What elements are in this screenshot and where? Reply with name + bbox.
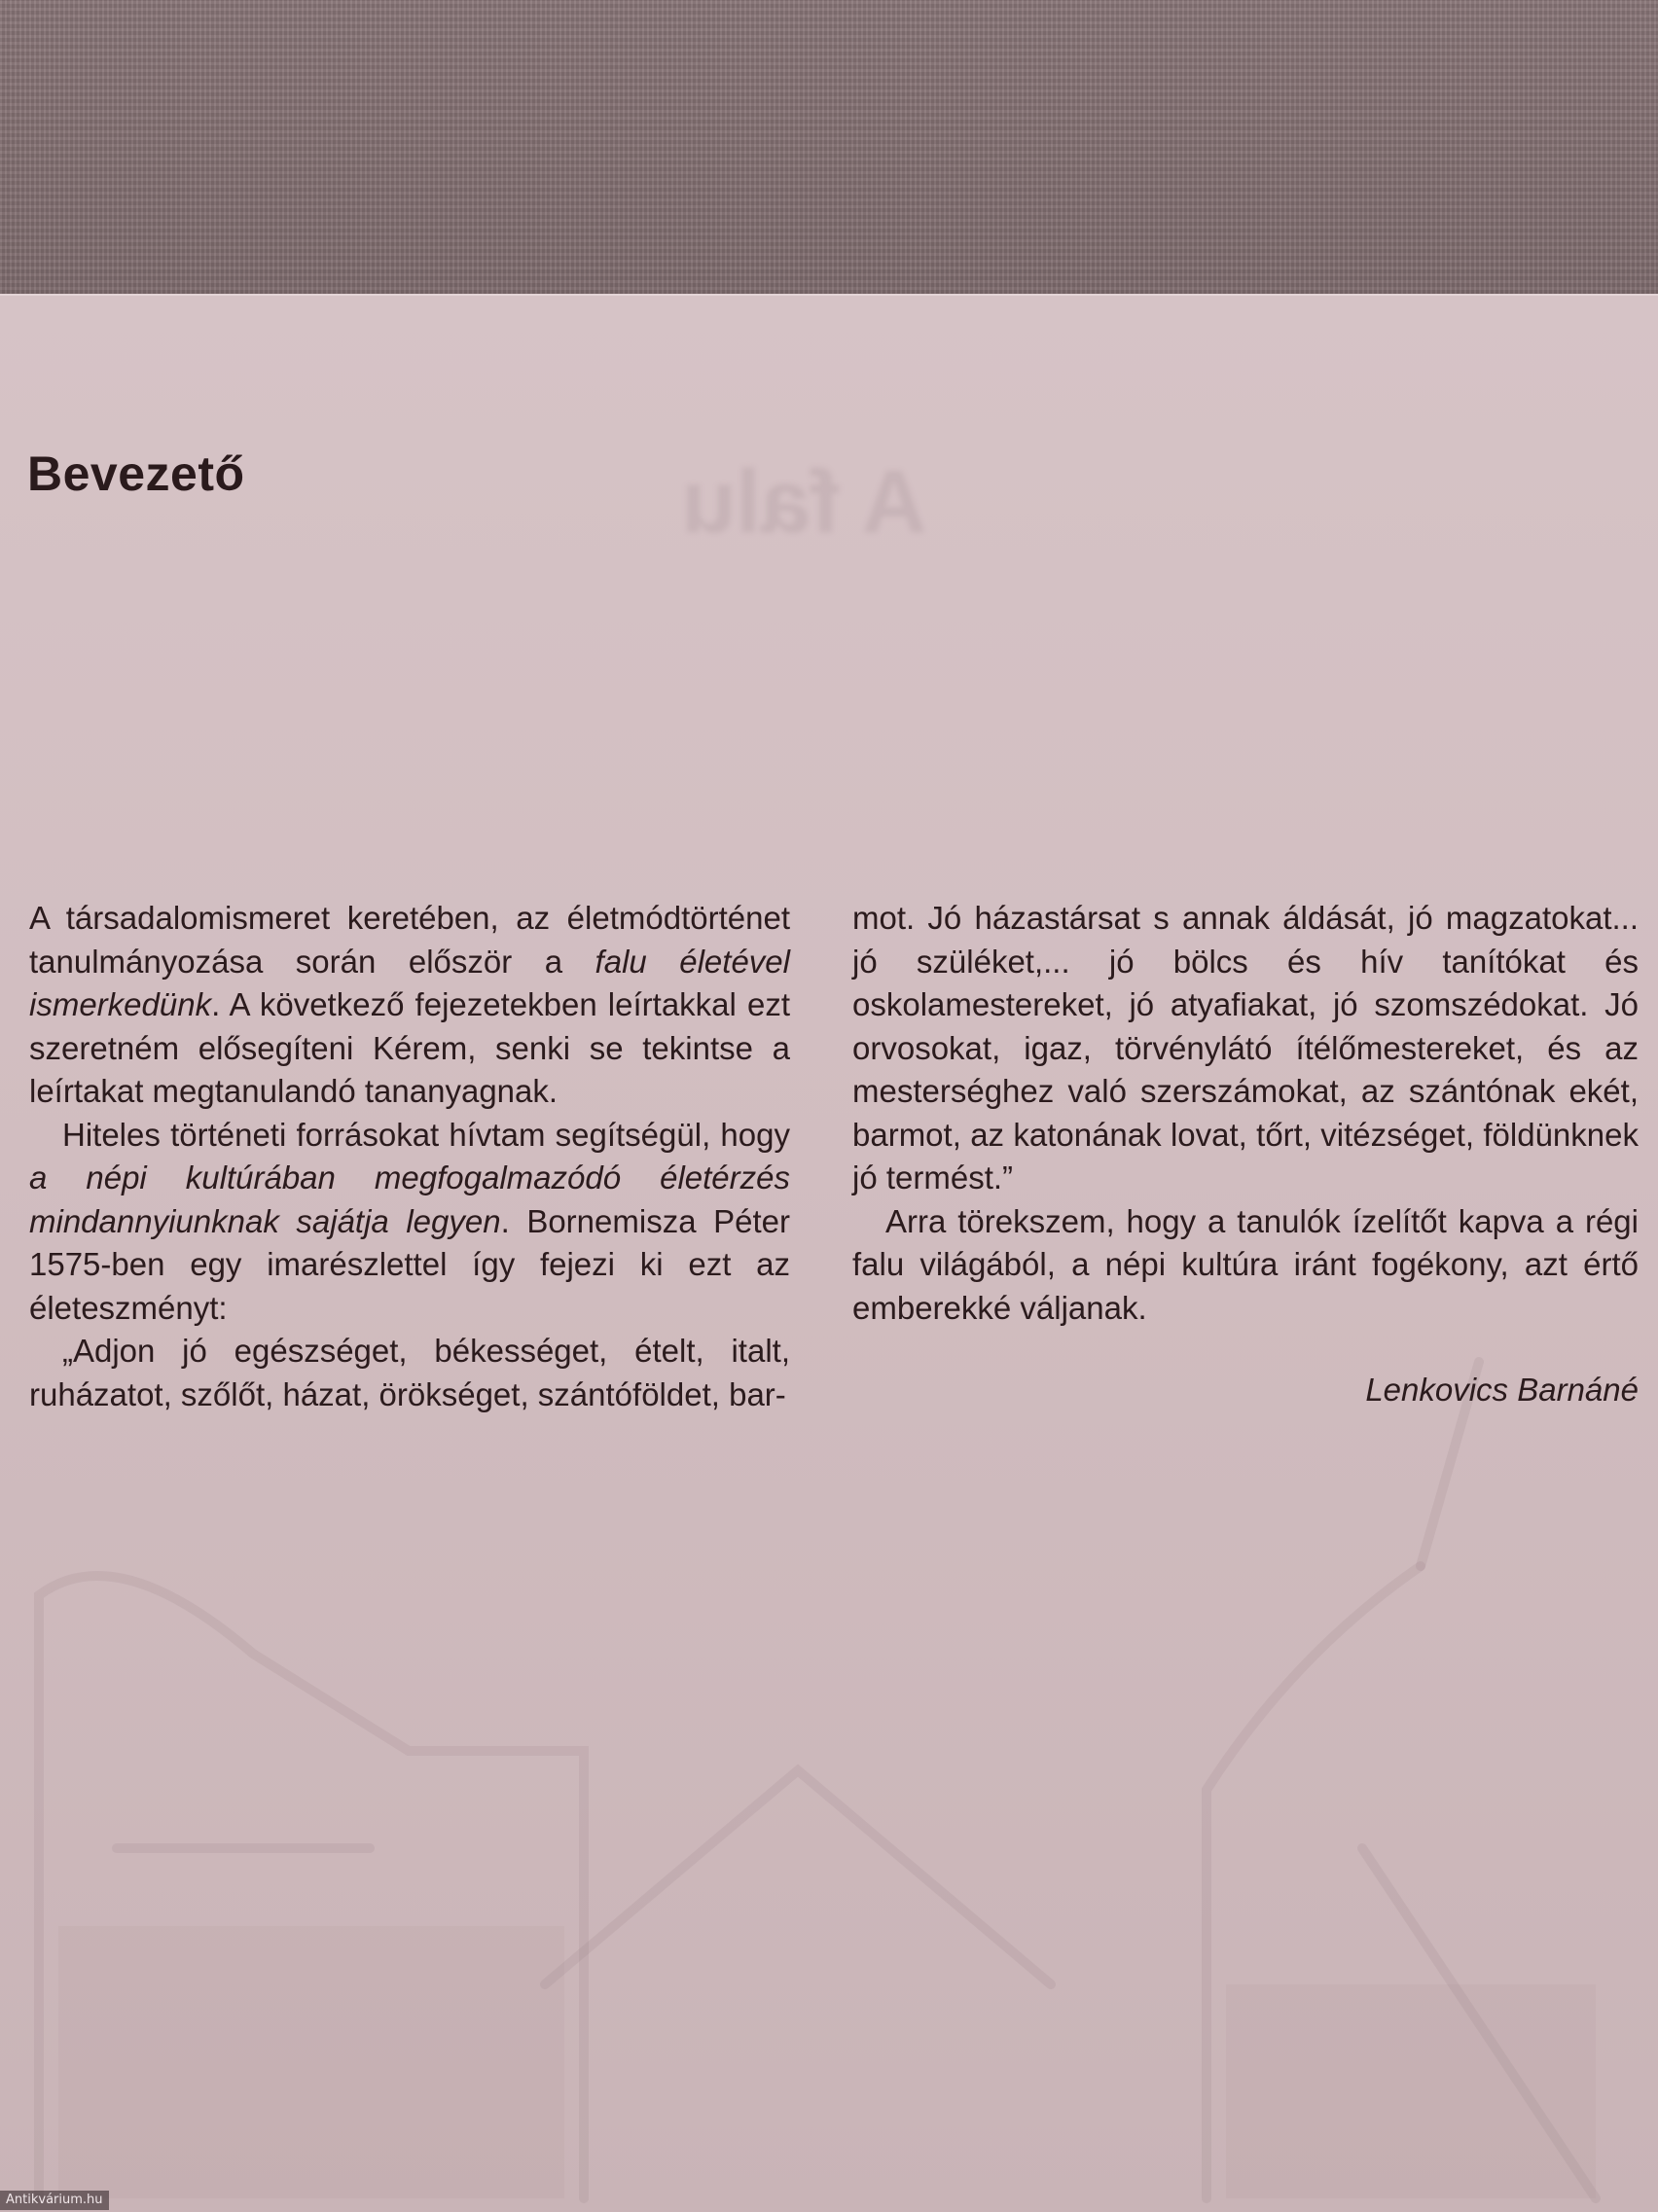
watermark-label: Antikvárium.hu — [0, 2191, 109, 2210]
quote-paragraph-end: mot. Jó házastársat s annak áldását, jó magzatokat... jó szüléket,... jó bölcs és hív tanítókat és oskolamestereket, jó atyafiakat, jó szomszédokat. Jó orvosokat, igaz, törvénylátó ítélőmestereket, és az mesterséghez való szerszámokat, az szántónak ekét, barmot, az katonának lovat, tőrt, vitézséget, földünknek jó termést.” — [852, 900, 1639, 1195]
left-text-column — [29, 897, 790, 1416]
italic-phrase: falu életével ismerkedünk — [29, 943, 790, 1022]
italic-phrase: a népi kultúrában megfogalmazódó életérzés mindannyiunknak sajátja legyen — [29, 1160, 790, 1239]
right-text-column — [852, 897, 1639, 1412]
author-signature: Lenkovics Barnáné — [1365, 1372, 1639, 1408]
closing-paragraph: Arra törekszem, hogy a tanulók ízelítőt kapva a régi falu világából, a népi kultúra iránt fogékony, azt értő emberekké váljanak. — [852, 1202, 1639, 1326]
bleed-through-title: A falu — [681, 452, 927, 552]
intro-paragraph: A társadalomismeret keretében, az életmódtörténet tanulmányozása során először a falu életével ismerkedünk. A következő fejezetekben leírtakkal ezt szeretném elősegíteni Kérem, senki se tekintse a leírtakat megtanulandó tananyagnak. — [29, 900, 790, 1109]
quote-paragraph-start: „Adjon jó egészséget, békességet, ételt, italt, ruházatot, szőlőt, házat, örökséget, szántóföldet, bar- — [29, 1333, 790, 1412]
page-title: Bevezető — [27, 446, 245, 501]
sources-paragraph: Hiteles történeti forrásokat hívtam segítségül, hogy a népi kultúrában megfogalmazódó életérzés mindannyiunknak sajátja legyen. Bornemisza Péter 1575-ben egy imarészlettel így fejezi ki ezt az életeszményt: — [29, 1116, 790, 1326]
background-surface — [0, 0, 1658, 297]
